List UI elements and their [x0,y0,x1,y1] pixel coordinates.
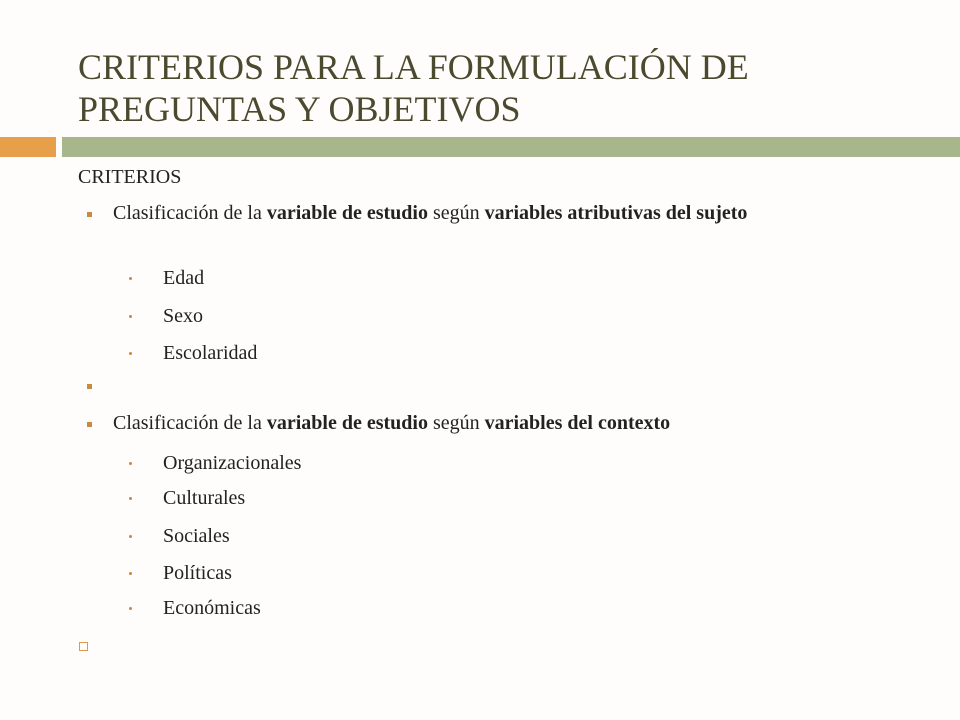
dot-bullet-icon [129,277,132,280]
square-bullet-icon [87,212,92,217]
hollow-square-bullet-icon [79,642,88,651]
item2-bold-2: variables del contexto [484,412,671,434]
item1-bold-2: variables atributivas del sujeto [484,202,748,224]
criteria-heading: CRITERIOS [78,166,182,188]
item2-bold-1: variable de estudio [266,412,428,434]
item1-text-1: Clasificación de la [113,202,267,224]
item1-text-2: según [427,202,485,224]
sub-item-sociales: Sociales [163,525,230,547]
sub-item-economicas: Económicas [163,597,261,619]
item1-bold-1: variable de estudio [266,202,428,224]
dot-bullet-icon [129,462,132,465]
sub-item-sexo: Sexo [163,305,203,327]
dot-bullet-icon [129,607,132,610]
sub-item-politicas: Políticas [163,562,232,584]
sub-item-organizacionales: Organizacionales [163,452,302,474]
dot-bullet-icon [129,352,132,355]
item2-text-1: Clasificación de la [113,412,267,434]
item2-text-2: según [427,412,485,434]
sub-item-edad: Edad [163,267,205,289]
slide-title: CRITERIOS PARA LA FORMULACIÓN DE PREGUNTAS Y OBJETIVOS [78,47,749,129]
dot-bullet-icon [129,535,132,538]
bullet-item-context [113,411,853,435]
square-bullet-icon [87,422,92,427]
bullet-item-attributive [113,201,853,225]
sub-item-culturales: Culturales [163,487,246,509]
dot-bullet-icon [129,497,132,500]
dot-bullet-icon [129,572,132,575]
square-bullet-icon [87,384,92,389]
sub-item-escolaridad: Escolaridad [163,342,258,364]
dot-bullet-icon [129,315,132,318]
